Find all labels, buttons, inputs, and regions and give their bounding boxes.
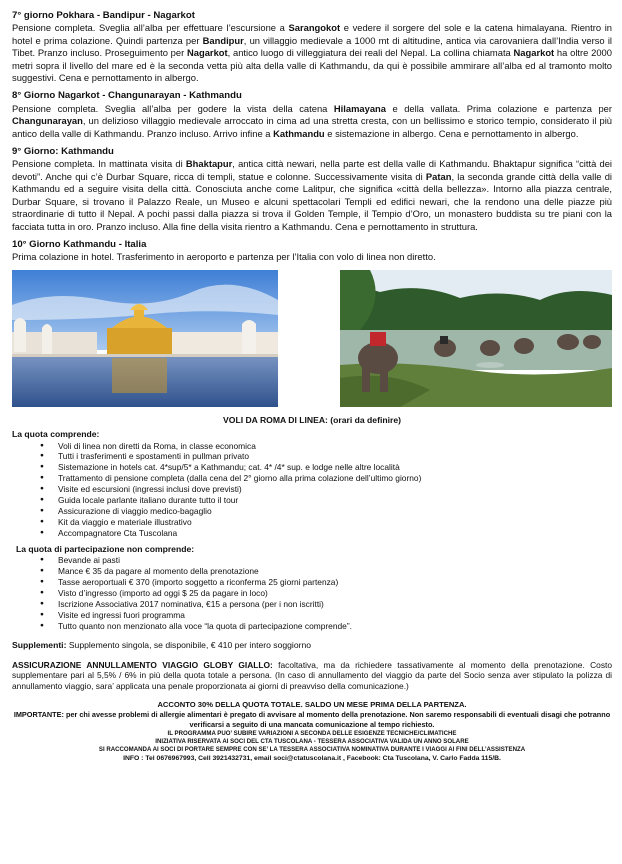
list-item: ● Sistemazione in hotels cat. 4*sup/5* a Kathmandu; cat. 4* /4* sup. e lodge nelle altre località [12, 462, 612, 473]
voli-heading: VOLI DA ROMA DI LINEA: (orari da definire) [223, 414, 401, 425]
day-text: Pensione completa. In mattinata visita di [12, 158, 186, 170]
place-name: Nagarkot [187, 47, 228, 59]
day-section [12, 90, 612, 140]
importante-text: per chi avesse problemi di allergie alimentari è pregato di avvisare al momento della prenotazione. Non saremo responsabili di eventuali disagi che potranno verificarsi a seguito di una mancata comunicazione al tempo richiesto. [63, 709, 611, 729]
place-name: Sarangokot [288, 22, 341, 34]
day-text: Pensione completa. Sveglia all’alba per godere la vista della catena [12, 102, 334, 114]
list-item: ● Voli di linea non diretti da Roma, in classe economica [12, 441, 612, 452]
assicurazione-text: facoltativa, ma da richiedere tassativamente al momento della prenotazione. Costo supplementare pari al 5,5% / 6% in più della quota totale a persona. (In caso di annullamento del viaggio da parte del Socio senza aver stipulato la polizza di annullamento viaggio, sara’ applicata una penale proporzionata ai giorni di preavviso della comunicazione.) [12, 659, 612, 692]
list-item: ● Tasse aeroportuali € 370 (importo soggetto a riconferma 25 giorni partenza) [12, 577, 612, 588]
day-text: e vedere il sorgere del sole e la catena himalayana. Rientro in hotel e prima colazione. Quindi partenza per [12, 22, 613, 46]
day-title: 7° giorno Pokhara - Bandipur - Nagarkot [12, 10, 195, 21]
place-name: Changunarayan [12, 115, 83, 127]
supplementi [12, 639, 612, 651]
place-name: Hilamayana [333, 102, 386, 114]
day-description [12, 103, 612, 140]
assicurazione-paragraph [12, 660, 612, 692]
list-item: ● Mance € 35 da pagare al momento della prenotazione [12, 566, 612, 577]
day-text: Prima colazione in hotel. Trasferimento in aeroporto e partenza per l’Italia con volo di linea non diretto. [12, 251, 436, 263]
list-item: ● Tutti i trasferimenti e spostamenti in pullman privato [12, 451, 612, 462]
day-text: ha oltre 2000 metri sopra il livello del mare ed è la seconda vetta più alta della valle di Kathmandu, da qui è possibile ammirare all’alba ed al tramonto molto suggestivi. Cena e pernottamento in albergo. [12, 47, 612, 84]
day-description [12, 158, 612, 232]
golden-temple-photo [12, 270, 278, 407]
place-name: Patan [425, 170, 452, 182]
acconto-line: ACCONTO 30% DELLA QUOTA TOTALE. SALDO UN MESE PRIMA DELLA PARTENZA. [157, 699, 467, 709]
importante-line [12, 710, 612, 730]
day-section [12, 146, 612, 233]
day-text: , un delizioso villaggio medievale arroccato in cima ad una stretta cresta, con un bellissimo e storico tempio, considerato il più antico della valle di Kathmandu. Pranzo incluso. Arrivo infine a [12, 115, 612, 139]
day-text: e della vallata. Prima colazione e partenza per [386, 102, 612, 114]
list-item: ● Iscrizione Associativa 2017 nominativa, €15 a persona (per i non iscritti) [12, 599, 612, 610]
place-name: Bhaktapur [185, 158, 233, 170]
supplementi-text: Supplemento singola, se disponibile, € 410 per intero soggiorno [66, 640, 312, 651]
list-item: ● Accompagnatore Cta Tuscolana [12, 528, 612, 539]
document-page [12, 10, 612, 763]
day-text: , antico luogo di villeggiatura dei reali del Nepal. La collina chiamata [227, 47, 514, 59]
list-item: ● Tutto quanto non menzionato alla voce “la quota di partecipazione comprende”. [12, 621, 612, 632]
photo-row [12, 270, 612, 407]
non-comprende-list [12, 555, 612, 631]
list-item: ● Kit da viaggio e materiale illustrativo [12, 517, 612, 528]
itinerary-days [12, 10, 612, 264]
day-text: , un villaggio medievale a 1000 mt di altitudine, antica via carovaniera dall’India verso il Tibet. Pranzo incluso. Proseguimento per [12, 34, 612, 59]
non-comprende-title: La quota di partecipazione non comprende: [16, 543, 195, 554]
list-item: ● Visite ed escursioni (ingressi inclusi dove previsti) [12, 484, 612, 495]
place-name: Kathmandu [273, 127, 325, 139]
list-item: ● Visite ed ingressi fuori programma [12, 610, 612, 621]
day-text: Pensione completa. Sveglia all’alba per effettuare l’escursione a [12, 22, 289, 34]
programma-line: IL PROGRAMMA PUO’ SUBIRE VARIAZIONI A SECONDA DELLE ESIGENZE TECNICHE/CLIMATICHE [167, 729, 457, 737]
list-item: ● Visto d’ingresso (importo ad oggi $ 25 da pagare in loco) [12, 588, 612, 599]
day-title: 9° Giorno: Kathmandu [12, 146, 114, 158]
day-title: 10° Giorno Kathmandu - Italia [12, 238, 147, 250]
day-description [12, 22, 612, 84]
footer [12, 700, 612, 763]
comprende-list [12, 441, 612, 539]
day-title: 8° Giorno Nagarkot - Changunarayan - Kathmandu [12, 90, 242, 102]
elephant-safari-photo [340, 270, 612, 407]
day-section [12, 10, 612, 84]
raccomanda-line: SI RACCOMANDA AI SOCI DI PORTARE SEMPRE CON SE’ LA TESSERA ASSOCIATIVA NOMINATIVA DURANTE I VIAGGI AI FINI DELL’ASSISTENZA [98, 745, 526, 753]
comprende-title: La quota comprende: [12, 429, 100, 440]
day-description [12, 251, 612, 263]
day-text: , antica città newari, nella parte est della valle di Kathmandu. Bhaktapur significa “città dei devoti”. Anche qui c’è Durbar Square, ricca di templi, statue e colonne. Successivamente visita di [12, 158, 612, 182]
place-name: Nagarkot [513, 47, 555, 59]
list-item: ● Trattamento di pensione completa (dalla cena del 2° giorno alla prima colazione dell’ultimo giorno) [12, 473, 612, 484]
place-name: Bandipur [202, 34, 244, 46]
day-text: , la seconda grande città della valle di Kathmandu ed a seguire visita della città. Conosciuta anche come Lalitpur, che significa «città della bellezza». Intorno alla piazza centrale, Durbar Square, si trovano il Palazzo Reale, un Museo e alcuni spettacolari Templi ed edifici newari, che la rendono una delle piazze più straordinarie di tutto il Nepal. A pochi passi dalla piazza si trova il Golden Temple, il Tempio d’Oro, un monastero buddista su tre piani con la facciata tutta in oro. Pranzo incluso. Alla fine della visita rientro a Kathmandu. Cena e pernottamento in struttura. [12, 170, 612, 232]
iniziativa-line: INIZIATIVA RISERVATA AI SOCI DEL CTA TUSCOLANA - TESSERA ASSOCIATIVA VALIDA UN ANNO SOLARE [155, 737, 469, 745]
assicurazione-label: ASSICURAZIONE ANNULLAMENTO VIAGGIO GLOBY GIALLO: [12, 659, 273, 670]
supplementi-label: Supplementi: [12, 640, 67, 651]
day-section [12, 239, 612, 264]
list-item: ● Assicurazione di viaggio medico-bagaglio [12, 506, 612, 517]
day-text: e sistemazione in albergo. Cena e pernottamento in albergo. [324, 127, 579, 139]
info-line: INFO : Tel 0676967993, Cell 3921432731, email soci@ctatuscolana.it , Facebook: Cta Tuscolana, V. Carlo Fadda 115/B. [123, 754, 501, 762]
list-item: ● Guida locale parlante italiano durante tutto il tour [12, 495, 612, 506]
importante-label: IMPORTANTE: [13, 709, 64, 719]
list-item: ● Bevande ai pasti [12, 555, 612, 566]
